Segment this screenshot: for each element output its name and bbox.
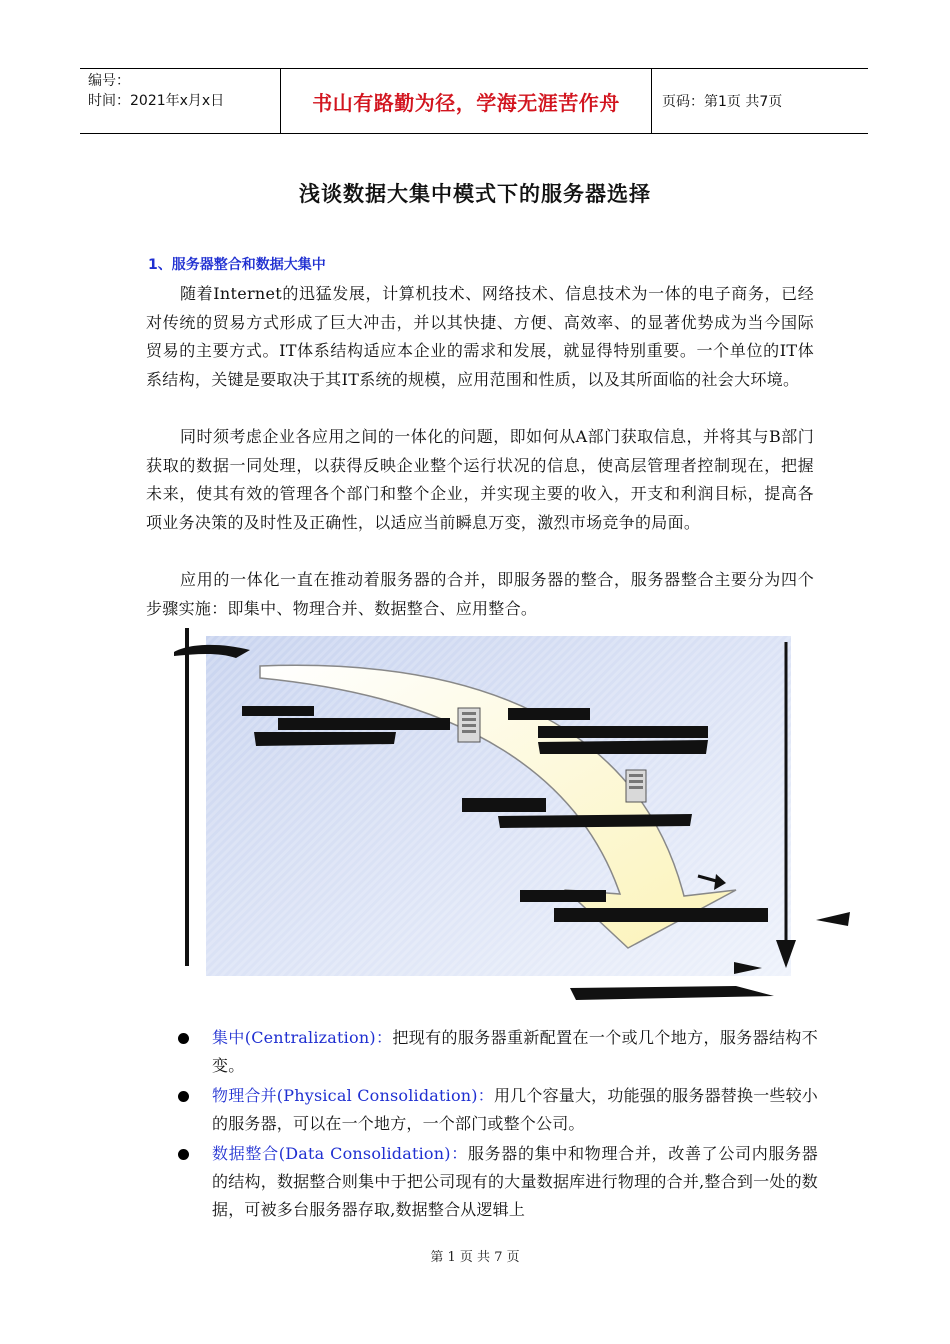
- number-label: 编号：: [88, 73, 130, 89]
- section-heading: 1、服务器整合和数据大集中: [148, 257, 326, 273]
- list-item-text: 服务器的集中和物理合并，改善了公司内服务器的结构，数据整合则集中于把公司现有的大量数据库进行物理的合并,整合到一处的数据，可被多台服务器存取,数据整合从逻辑上: [212, 1144, 819, 1219]
- consolidation-diagram: [168, 628, 858, 1008]
- bullet-dot-icon: [178, 1091, 189, 1102]
- list-item: [178, 1140, 818, 1224]
- bullet-dot-icon: [178, 1149, 189, 1160]
- list-item-text: 把现有的服务器重新配置在一个或几个地方，服务器结构不变。: [212, 1028, 819, 1075]
- paragraph-3: 应用的一体化一直在推动着服务器的合并，即服务器的整合，服务器整合主要分为四个步骤实施：即集中、物理合并、数据整合、应用整合。: [146, 570, 814, 618]
- horizontal-axis-label-blur: [570, 986, 774, 1000]
- paragraph-1: 随着Internet的迅猛发展，计算机技术、网络技术、信息技术为一体的电子商务，已经对传统的贸易方式形成了巨大冲击，并以其快捷、方便、高效率、的显著优势成为当今国际贸易的主要方式。IT体系结构适应本企业的需求和发展，就显得特别重要。一个单位的IT体系结构，关键是要取决于其IT系统的规模，应用范围和性质，以及其所面临的社会大环境。: [146, 284, 814, 389]
- time-label: 时间：2021年x月x日: [88, 93, 225, 109]
- document-title: 浅谈数据大集中模式下的服务器选择: [299, 182, 651, 206]
- bullet-dot-icon: [178, 1033, 189, 1044]
- paragraph-2: 同时须考虑企业各应用之间的一体化的问题，即如何从A部门获取信息，并将其与B部门获取的数据一同处理，以获得反映企业整个运行状况的信息，使高层管理者控制现在，把握未来，使其有效的管理各个部门和整个企业，并实现主要的收入，开支和利润目标，提高各项业务决策的及时性及正确性，以适应当前瞬息万变，激烈市场竞争的局面。: [146, 427, 814, 532]
- page-header: [80, 68, 868, 134]
- list-item-term: 数据整合(Data Consolidation)：: [212, 1144, 468, 1163]
- consolidation-diagram-graphic: [168, 628, 858, 1008]
- page-footer: 第 1 页 共 7 页: [430, 1250, 520, 1265]
- header-page-info: 页码：第1页 共7页: [662, 94, 783, 110]
- consolidation-steps-list: [178, 1024, 818, 1226]
- list-item-term: 集中(Centralization)：: [212, 1028, 393, 1047]
- header-motto: 书山有路勤为径，学海无涯苦作舟: [280, 69, 652, 133]
- right-side-marker: [816, 912, 850, 926]
- list-item: [178, 1082, 818, 1138]
- list-item: [178, 1024, 818, 1080]
- list-item-term: 物理合并(Physical Consolidation)：: [212, 1086, 494, 1105]
- header-meta: [80, 69, 280, 133]
- list-item-text: 用几个容量大，功能强的服务器替换一些较小的服务器，可以在一个地方，一个部门或整个公司。: [212, 1086, 818, 1133]
- server-icon: [626, 770, 646, 802]
- server-icon: [458, 708, 480, 742]
